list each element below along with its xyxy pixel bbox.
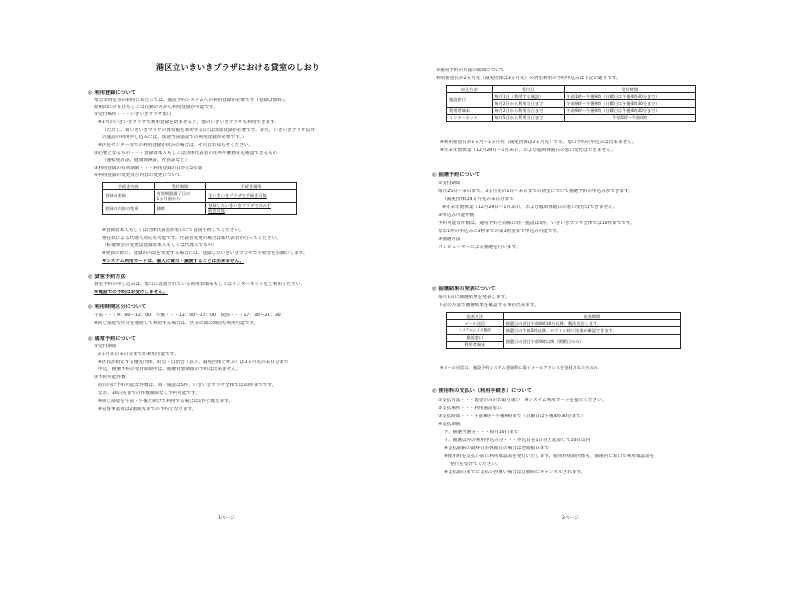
table-header: 発表方法: [447, 313, 504, 320]
text-line: ①受付場所・・・いきいきプラザ窓口: [94, 112, 172, 117]
text-line: （運転免許証、健康保険証、社員証など）: [102, 158, 190, 163]
table-cell: 登録の内容の変更: [103, 202, 155, 214]
text-line: 原則的に区在住もしくは在勤の方から利用登録が可能です。: [94, 105, 218, 110]
text-line: 同月内に予約可能な件数は、同一施設は5件、いきいきプラザ全体では10件までです。: [98, 383, 277, 388]
text-line: 利用希望日が2ヵ月先（減免団体は3ヵ月先）の貸室利用の予約申込みは下記の通りです。: [436, 76, 621, 81]
text-line: （町幾事会の変更は登録者本人もしくは代理人でも可）: [102, 243, 217, 248]
text-line: ※登録者本人もしくは団体代表者が窓口にて直接手続してください。: [102, 228, 244, 233]
table-cell: システムによる確認: [447, 327, 504, 334]
table-row: [103, 190, 297, 202]
table-cell: 利用者端末: [447, 107, 493, 114]
section-heading-lottery: ◎ 抽選予約について: [432, 172, 480, 178]
text-line: 発行を受けてください。: [450, 462, 501, 467]
section-heading-results: ◎ 抽選結果の発表について: [432, 286, 496, 292]
table-cell: 施設窓口: [447, 334, 504, 341]
table-row: [447, 114, 696, 121]
table-cell: 利用者端末: [447, 341, 504, 348]
text-line: 午前・・・9：00～12：00 午後・・・13：00～17：00 夜間・・・17：30～21：30: [94, 313, 281, 318]
table-row: [447, 327, 681, 334]
table-cell: 毎月1日（利用する施設）: [492, 93, 564, 100]
table-row: [447, 320, 681, 327]
table-header: 申込方法: [447, 86, 493, 93]
section-heading-registration: ◎ 利用登録について: [88, 90, 136, 96]
text-line: 下記の方法で抽選結果を確認する事が出来ます。: [438, 303, 539, 308]
text-line: ※利用希望日が1ヵ月～1ヵ月先（減免団体は2ヵ月先）でも、窓口予約の申込みは出来ません。: [440, 140, 637, 145]
table-header: 受付期間: [154, 183, 206, 190]
table-header: 受付日: [492, 86, 564, 93]
text-line: 予約可能な件数は、通常予約と同様に同一施設は5件、いきいきプラザ全体では10件までです。: [438, 221, 635, 226]
table-row: [447, 93, 696, 100]
table-cell: 午前9時～午後9時（日曜日は午後4時30分まで）: [564, 100, 695, 107]
table-header: 受付時間: [564, 86, 695, 93]
page-number: 1ページ: [218, 516, 235, 521]
text-line: コンピューターによる抽選を行います。: [438, 245, 521, 250]
table-cell: 有効期限満了日の 1ヵ月前から: [154, 190, 206, 202]
text-line: 2ヵ月先の末日分までが利用可能です。: [98, 352, 179, 357]
table-row: [447, 107, 696, 114]
section-heading-payment: ◎ 使用料の支払い（利用手続き）について: [432, 388, 532, 394]
text-line: 貸室予約の申し込みは、窓口に設置されている利用者端末もしくはインターネットをご利用ください。: [94, 282, 305, 287]
table-row: [447, 334, 681, 341]
table-cell: 毎月2日から利用当日まで: [492, 107, 564, 114]
text-line: の施設の利用申し込みには、別途当該施設での利用登録が必要です。）: [102, 135, 247, 140]
text-line: 申込、抽選予約の受付期間中は、抽選対象期間の予約は出来ません。: [98, 367, 241, 372]
text-line: ③利用登録の有効期限・・・利用登録の日から5年間: [94, 166, 203, 171]
table-cell: インターネット: [447, 114, 493, 121]
document-page-1: [88, 60, 388, 530]
text-line: ④利用登録の変更及び内容の変更について: [94, 173, 181, 178]
results-method-table: [446, 312, 681, 349]
section-heading-normal-reservation: ◎ 通常予約について: [88, 336, 136, 342]
text-line: ①支払方法・・・現金のみのお取り扱い ※システム利用カードを提示ください。: [438, 398, 607, 403]
table-header: 手続き内容: [103, 183, 155, 190]
table-header: 発表期間: [503, 313, 680, 320]
section-heading-reservation: ◎ 貸室予約方法: [88, 274, 126, 280]
text-line: ①受付期間: [438, 181, 461, 186]
text-line: ②予約可能件数: [94, 375, 126, 380]
registration-table: [102, 182, 297, 215]
text-line: ③支払時間・・・午前9時～午後9時まで（日曜日は午後4時30分まで）: [438, 414, 586, 419]
text-line: （ただし、貴いきいきプラザの体育館を利用する(には別途登録が必要です。また、いきいきプラザ以外: [102, 128, 315, 133]
text-line: ※支払期限の最終日が休館日の場合は翌開館日まで: [444, 446, 549, 451]
text-line: ②支払場所・・・利用施設窓口: [438, 406, 502, 411]
table-row: [103, 202, 297, 214]
table-cell: 登録したいきいきプラザでのみ手 続き可能: [206, 202, 297, 214]
text-line: ②申込み可能件数: [438, 213, 475, 218]
text-line: （減免団体は4ヵ月先の末日分まで: [442, 197, 514, 202]
text-line: ※メール送信は、施設予約システム登録時に電子メールアドレスを登録された方のみ: [440, 365, 598, 370]
text-line: ※同じ部屋で区分を連続して利用する場合は、区分の間の時間も利用可能です。: [94, 321, 259, 326]
text-line: ※システム利用カードは、個人に貸与・譲渡することは出来ません。: [102, 259, 245, 264]
text-line: ②必要となるもの・・・登録者本人もしくは団体代表者の住所や勤務先を確認できるもの: [94, 151, 278, 156]
table-cell: 毎月5日から利用当日まで: [492, 114, 564, 121]
table-cell: 登録の更新: [103, 190, 155, 202]
table-cell: 抽選日の翌日午前8時30分以降、順次送信します。: [503, 320, 680, 327]
table-cell: 全いきいきプラザで手続き可能: [206, 190, 297, 202]
table-cell: 抽選日の午前5時以降、ログイン時に結果が確認できます。: [503, 327, 680, 334]
text-line: ※1つのいきいきプラザで利用登録を済ませると、他のいきいきプラザも利用できます。: [98, 120, 279, 125]
table-cell: 抽選日の翌日午前9時以降（開館日のみ）: [503, 334, 680, 348]
table-header: 手続き場所: [206, 183, 297, 190]
text-line: ※年末年始休業（12月29日～1月3日）、および臨時休館日の窓口受付はできません。: [442, 205, 618, 210]
text-line: なお、30日先までの件数制限なし予約可能です。: [98, 391, 200, 396]
text-line: ア、抽選当選分・・・毎月10日まで: [444, 430, 519, 435]
table-cell: 毎月2日から利用当日まで: [492, 100, 564, 107]
text-line: ※区長が指定する優先団体、町会・自治会（以下、減免団体と呼ぶ）は3ヵ月先の末日分まで: [98, 360, 289, 365]
text-line: ※更新の際に、登録の内容を変更する場合には、登録したいきいきプラザで手続きをお願いします。: [102, 251, 308, 256]
text-line: イ、抽選以外の利用申込み分・・・申込日を1日目と起算して10日以内: [444, 438, 591, 443]
table-cell: 施設窓口: [447, 93, 493, 107]
application-method-table: [446, 85, 696, 122]
text-line: 毎月1日に抽選結果を発表します。: [438, 295, 510, 300]
text-line: ※電話での予約はお受けしません。: [94, 290, 168, 295]
text-line: ※同じ部屋を午前・午後と続けて利用する場合は1件と数えます。: [98, 399, 234, 404]
page-number: 2ページ: [562, 516, 579, 521]
table-cell: 随時: [154, 202, 206, 214]
text-line: ※区民センター等での利用登録が済みの場合は、その旨お知らせください。: [98, 143, 254, 148]
text-line: ※宣誓事業者は2週間先までの予約となります。: [98, 407, 197, 412]
table-cell: 午前5時～午前0時: [564, 114, 695, 121]
text-line: 毎月25日～末日まで、3ヵ月先の1日～末日までの貸室について抽選予約の申込みができます。: [438, 189, 633, 194]
document-title: 港区立いきいきプラザにおける貸室のしおり: [156, 63, 320, 72]
section-heading-time: ◎ 利用時間区分について: [88, 304, 146, 310]
text-line: ※使用料を支払い前に利用承認書を発行いたします。使用料免除団体も、期限内に窓口で利用承認書を: [444, 454, 655, 459]
table-cell: 午前9時～午後9時（日曜日は午後4時30分まで）: [564, 107, 695, 114]
text-line: ※支払期日までに支払いが無い場合は自動的にキャンセルされます。: [444, 470, 586, 475]
table-cell: 午前1時～午後9時（日曜日は午後4時30分まで）: [564, 93, 695, 100]
text-line: ③抽選方法: [438, 237, 461, 242]
text-line: なお1件の申込みに3枠までの第3希望まで申込み可能です。: [438, 229, 562, 234]
text-line: 委任状による代理人対応も可能です。代表者変更の場合は新代表者が行ってください。: [102, 236, 281, 241]
text-line: ※年末年始休業（12月29日～1月3日）、および臨時休館日の窓口受付はできません。: [440, 148, 616, 153]
text-line: ④支払期限: [438, 422, 461, 427]
text-line: ①受付期間: [94, 344, 117, 349]
text-line: ③通常予約の方法の期間について: [436, 68, 505, 73]
document-page-2: [432, 60, 732, 530]
table-cell: メール送信: [447, 320, 504, 327]
text-line: 集会等貸室等の利用にあたっては、施設予約システムへの利用登録が必要です（登録は無料）。: [94, 98, 289, 103]
